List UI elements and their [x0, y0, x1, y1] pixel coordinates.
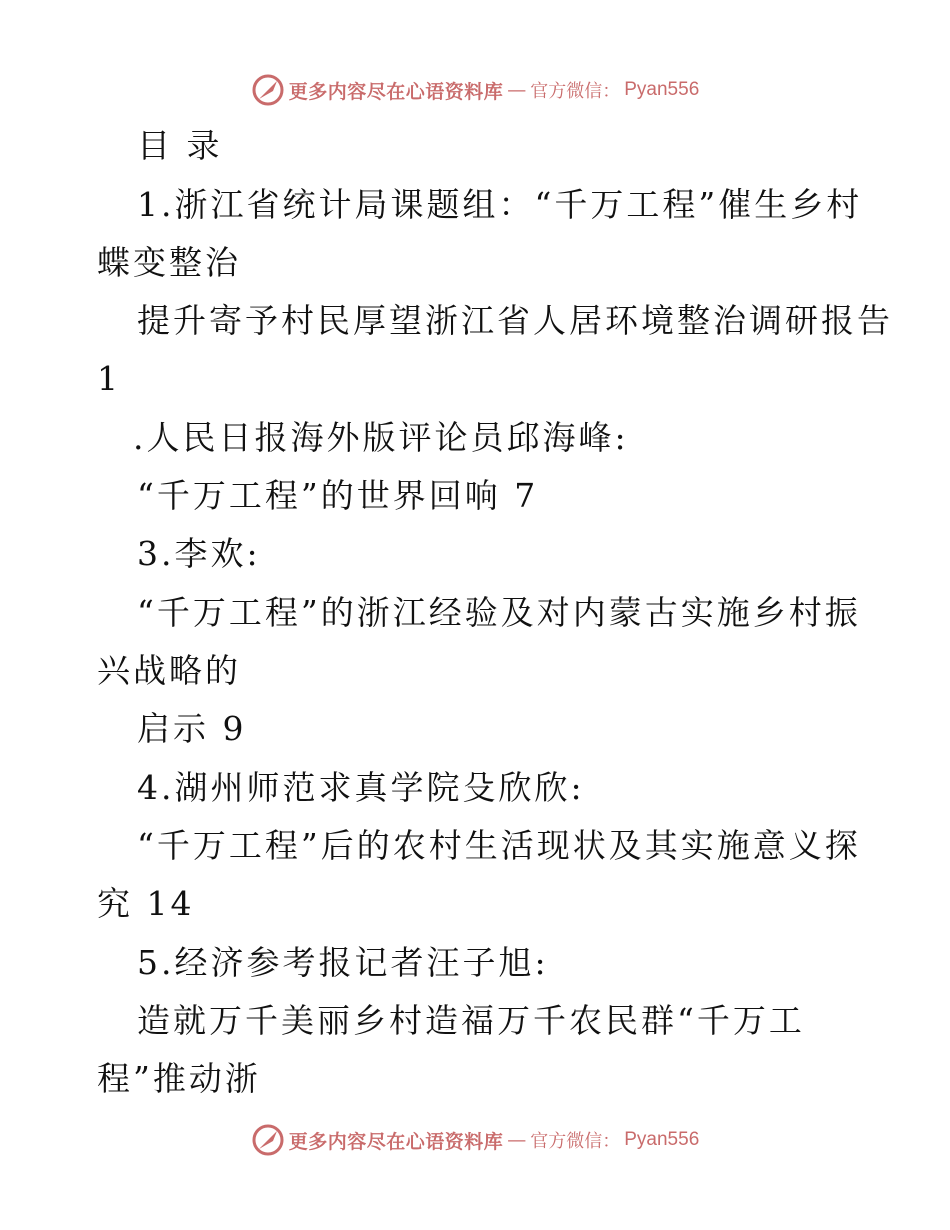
quill-logo-icon	[251, 1123, 285, 1157]
toc-line: .人民日报海外版评论员邱海峰:	[133, 418, 629, 457]
toc-line: 兴战略的	[97, 651, 241, 690]
watermark-dash: —	[507, 79, 527, 101]
watermark-id: Pyan556	[624, 1129, 700, 1150]
watermark-id: Pyan556	[624, 79, 700, 100]
watermark-sub-text: 官方微信：	[530, 1131, 621, 1152]
toc-line: 4.湖州师范求真学院殳欣欣:	[137, 768, 585, 807]
toc-line: “千万工程”后的农村生活现状及其实施意义探	[137, 826, 861, 865]
toc-line: 蝶变整治	[97, 243, 241, 282]
toc-line: “千万工程”的世界回响 7	[137, 476, 539, 515]
toc-title: 目 录	[137, 126, 223, 165]
toc-line: 造就万千美丽乡村造福万千农民群“千万工	[137, 1001, 805, 1040]
watermark-main-text: 更多内容尽在心语资料库	[288, 1130, 504, 1153]
watermark-dash: —	[507, 1129, 527, 1151]
toc-line: 究 14	[97, 884, 195, 923]
watermark-bottom	[0, 1120, 950, 1160]
toc-line: 5.经济参考报记者汪子旭:	[137, 943, 549, 982]
toc-line: 启示 9	[137, 709, 247, 748]
toc-line: “千万工程”的浙江经验及对内蒙古实施乡村振	[137, 593, 861, 632]
watermark-main-text: 更多内容尽在心语资料库	[288, 80, 504, 103]
toc-line: 程”推动浙	[97, 1059, 261, 1098]
toc-line: 1.浙江省统计局课题组：“千万工程”催生乡村	[137, 185, 863, 224]
toc-line: 1	[97, 359, 121, 398]
watermark-sub-text: 官方微信：	[530, 81, 621, 102]
toc-line: 提升寄予村民厚望浙江省人居环境整治调研报告	[137, 301, 893, 340]
toc-line: 3.李欢:	[137, 534, 261, 573]
